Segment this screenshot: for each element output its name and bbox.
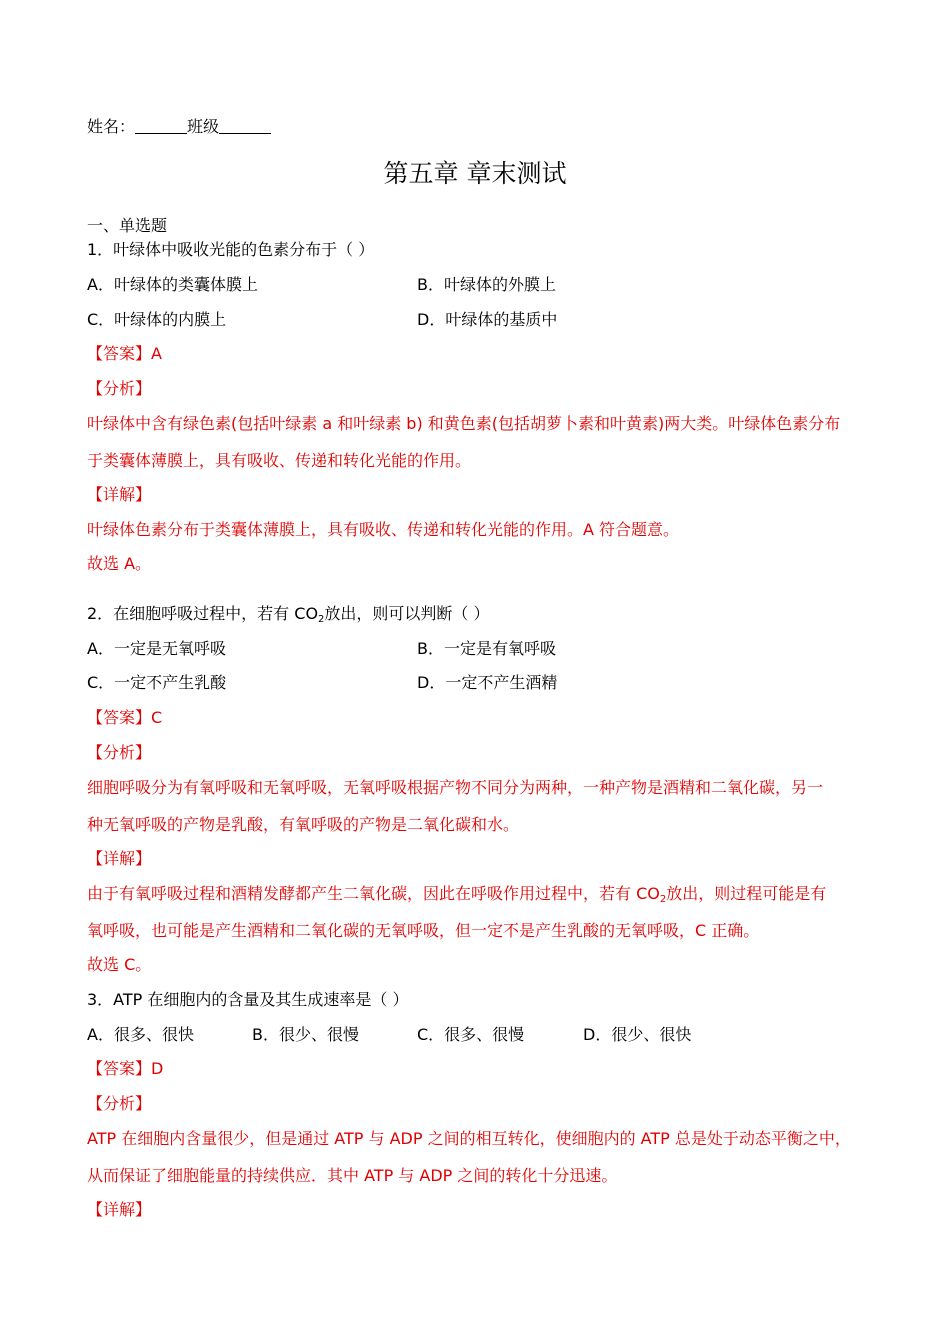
q2-option-b: B．一定是有氧呼吸 <box>417 639 556 658</box>
q2-stem-post: 放出，则可以判断（ ） <box>324 604 490 623</box>
q2-option-d: D．一定不产生酒精 <box>417 673 558 692</box>
q3-detail-label: 【详解】 <box>87 1200 152 1219</box>
name-label: 姓名： <box>87 117 136 136</box>
q1-analysis-line-1: 叶绿体中含有绿色素(包括叶绿素 a 和叶绿素 b) 和黄色素(包括胡萝卜素和叶黄素)两大类。叶绿体色素分布 <box>87 414 841 433</box>
class-blank[interactable] <box>219 117 271 134</box>
q2-detail-post: 放出，则过程可能是有 <box>666 884 827 903</box>
q2-detail-line-2: 氧呼吸，也可能是产生酒精和二氧化碳的无氧呼吸，但一定不是产生乳酸的无氧呼吸，C 正确。 <box>87 921 760 940</box>
q1-stem: 1．叶绿体中吸收光能的色素分布于（ ） <box>87 240 375 259</box>
q2-conclusion: 故选 C。 <box>87 955 152 974</box>
q3-option-d: D．很少、很快 <box>583 1025 692 1044</box>
q2-analysis-line-2: 种无氧呼吸的产物是乳酸，有氧呼吸的产物是二氧化碳和水。 <box>87 815 520 834</box>
q1-analysis-label: 【分析】 <box>87 379 152 398</box>
q1-option-c: C．叶绿体的内膜上 <box>87 310 227 329</box>
q1-answer: 【答案】A <box>87 344 162 363</box>
q3-analysis-line-1: ATP 在细胞内含量很少，但是通过 ATP 与 ADP 之间的相互转化，使细胞内的 ATP 总是处于动态平衡之中， <box>87 1129 851 1148</box>
q2-stem-pre: 2．在细胞呼吸过程中，若有 CO <box>87 604 319 623</box>
q2-option-a: A．一定是无氧呼吸 <box>87 639 226 658</box>
q3-option-c: C．很多、很慢 <box>417 1025 525 1044</box>
q3-stem: 3．ATP 在细胞内的含量及其生成速率是（ ） <box>87 990 409 1009</box>
q1-analysis-line-2: 于类囊体薄膜上，具有吸收、传递和转化光能的作用。 <box>87 451 472 470</box>
q1-option-a: A．叶绿体的类囊体膜上 <box>87 275 258 294</box>
q2-detail-sub: 2 <box>659 894 667 905</box>
q3-analysis-line-2: 从而保证了细胞能量的持续供应．其中 ATP 与 ADP 之间的转化十分迅速。 <box>87 1166 618 1185</box>
q2-stem-sub: 2 <box>318 614 325 625</box>
q3-analysis-label: 【分析】 <box>87 1094 152 1113</box>
q2-detail-label: 【详解】 <box>87 849 152 868</box>
q1-option-d: D．叶绿体的基质中 <box>417 310 558 329</box>
q1-option-b: B．叶绿体的外膜上 <box>417 275 556 294</box>
page-title: 第五章 章末测试 <box>383 159 567 188</box>
q2-detail-pre: 由于有氧呼吸过程和酒精发酵都产生二氧化碳，因此在呼吸作用过程中，若有 CO <box>87 884 660 903</box>
q2-option-c: C．一定不产生乳酸 <box>87 673 227 692</box>
q1-conclusion: 故选 A。 <box>87 554 152 573</box>
section-label: 一、单选题 <box>87 216 168 235</box>
name-blank[interactable] <box>135 117 187 134</box>
q2-detail-line-1 <box>87 883 826 911</box>
q2-stem <box>87 603 490 631</box>
q3-answer: 【答案】D <box>87 1059 164 1078</box>
q2-answer: 【答案】C <box>87 708 163 727</box>
q3-option-a: A．很多、很快 <box>87 1025 194 1044</box>
class-label: 班级 <box>187 117 220 136</box>
name-class-line <box>87 116 271 138</box>
q2-analysis-line-1: 细胞呼吸分为有氧呼吸和无氧呼吸，无氧呼吸根据产物不同分为两种，一种产物是酒精和二氧化碳，另一 <box>87 778 824 797</box>
q1-detail-line-1: 叶绿体色素分布于类囊体薄膜上，具有吸收、传递和转化光能的作用。A 符合题意。 <box>87 520 680 539</box>
q3-option-b: B．很少、很慢 <box>252 1025 359 1044</box>
q1-detail-label: 【详解】 <box>87 485 152 504</box>
q2-analysis-label: 【分析】 <box>87 743 152 762</box>
